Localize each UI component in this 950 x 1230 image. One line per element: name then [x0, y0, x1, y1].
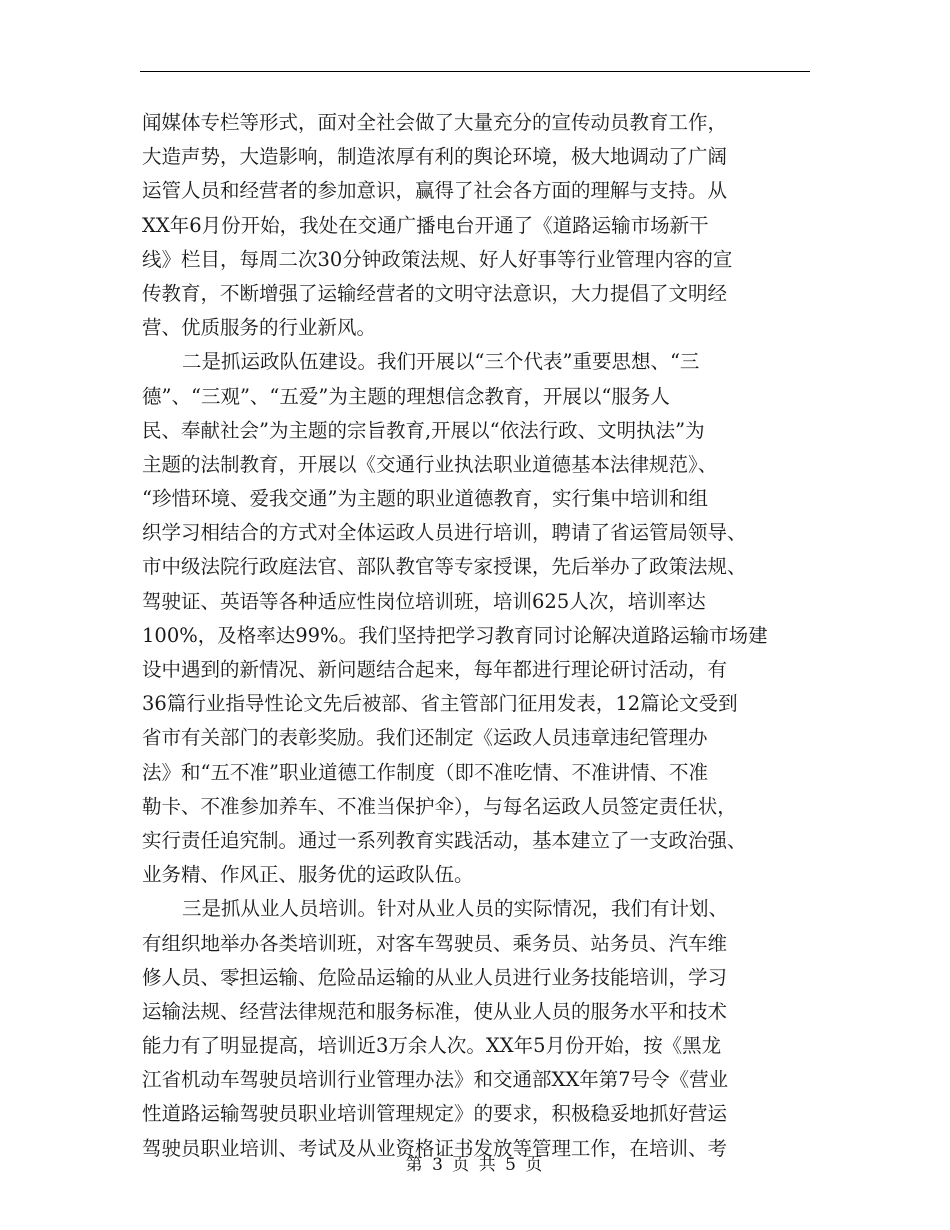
- text-line: 闻媒体专栏等形式，面对全社会做了大量充分的宣传动员教育工作，: [142, 111, 728, 134]
- text-line: XX年6月份开始，我处在交通广播电台开通了《道路运输市场新干: [142, 213, 709, 237]
- text-line: 江省机动车驾驶员培训行业管理办法》和交通部XX年第7号令《营业: [142, 1068, 729, 1092]
- document-body: [142, 106, 808, 1166]
- text-line: 德”、“三观”、“五爱”为主题的理想信念教育，开展以“服务人: [142, 384, 670, 408]
- text-line: 织学习相结合的方式对全体运政人员进行培训，聘请了省运管局领导、: [142, 521, 747, 545]
- text-line: 业务精、作风正、服务优的运政队伍。: [142, 863, 474, 887]
- text-line: 民、奉献社会”为主题的宗旨教育,开展以“依法行政、文明执法”为: [142, 418, 705, 442]
- text-line: 性道路运输驾驶员职业培训管理规定》的要求，积极稳妥地抓好营运: [142, 1102, 728, 1126]
- paragraph-start-line: 二是抓运政队伍建设。我们开展以“三个代表”重要思想、“三: [182, 350, 700, 374]
- text-line: 修人员、零担运输、危险品运输的从业人员进行业务技能培训，学习: [142, 965, 728, 989]
- text-line: 能力有了明显提高，培训近3万余人次。XX年5月份开始，按《黑龙: [142, 1034, 722, 1058]
- text-line: 运管人员和经营者的参加意识，赢得了社会各方面的理解与支持。从: [142, 179, 728, 203]
- header-rule: [140, 71, 810, 72]
- text-line: 驾驶证、英语等各种适应性岗位培训班，培训625人次，培训率达: [142, 589, 706, 613]
- text-line: 有组织地举办各类培训班，对客车驾驶员、乘务员、站务员、汽车维: [142, 931, 728, 955]
- text-line: 省市有关部门的表彰奖励。我们还制定《运政人员违章违纪管理办: [142, 726, 708, 750]
- text-line: 实行责任追究制。通过一系列教育实践活动，基本建立了一支政治强、: [142, 828, 747, 852]
- text-line: 主题的法制教育，开展以《交通行业执法职业道德基本法律规范》、: [142, 452, 718, 476]
- text-line: 设中遇到的新情况、新问题结合起来，每年都进行理论研讨活动，有: [142, 658, 728, 681]
- text-line: 运输法规、经营法律规范和服务标准，使从业人员的服务水平和技术: [142, 999, 728, 1023]
- text-line: 线》栏目，每周二次30分钟政策法规、好人好事等行业管理内容的宣: [142, 247, 733, 271]
- text-line: 营、优质服务的行业新风。: [142, 316, 377, 340]
- text-line: 大造声势，大造影响，制造浓厚有利的舆论环境，极大地调动了广阔: [142, 145, 728, 169]
- text-line: 市中级法院行政庭法官、部队教官等专家授课，先后举办了政策法规、: [142, 555, 747, 579]
- text-line: 36篇行业指导性论文先后被部、省主管部门征用发表，12篇论文受到: [142, 692, 738, 716]
- text-line: “珍惜环境、爱我交通”为主题的职业道德教育，实行集中培训和组: [142, 487, 708, 511]
- paragraph-start-line: 三是抓从业人员培训。针对从业人员的实际情况，我们有计划、: [182, 897, 729, 921]
- text-line: 勒卡、不准参加养车、不准当保护伞），与每名运政人员签定责任状，: [142, 794, 737, 818]
- page-number-footer: 第 3 页 共 5 页: [405, 1155, 545, 1175]
- text-line: 100%，及格率达99%。我们坚持把学习教育同讨论解决道路运输市场建: [142, 623, 768, 647]
- text-line: 传教育，不断增强了运输经营者的文明守法意识，大力提倡了文明经: [142, 281, 728, 305]
- text-line: 驾驶员职业培训、考试及从业资格证书发放等管理工作，在培训、考: [142, 1136, 728, 1160]
- text-line: 法》和“五不准”职业道德工作制度（即不准吃情、不准讲情、不准: [142, 760, 708, 784]
